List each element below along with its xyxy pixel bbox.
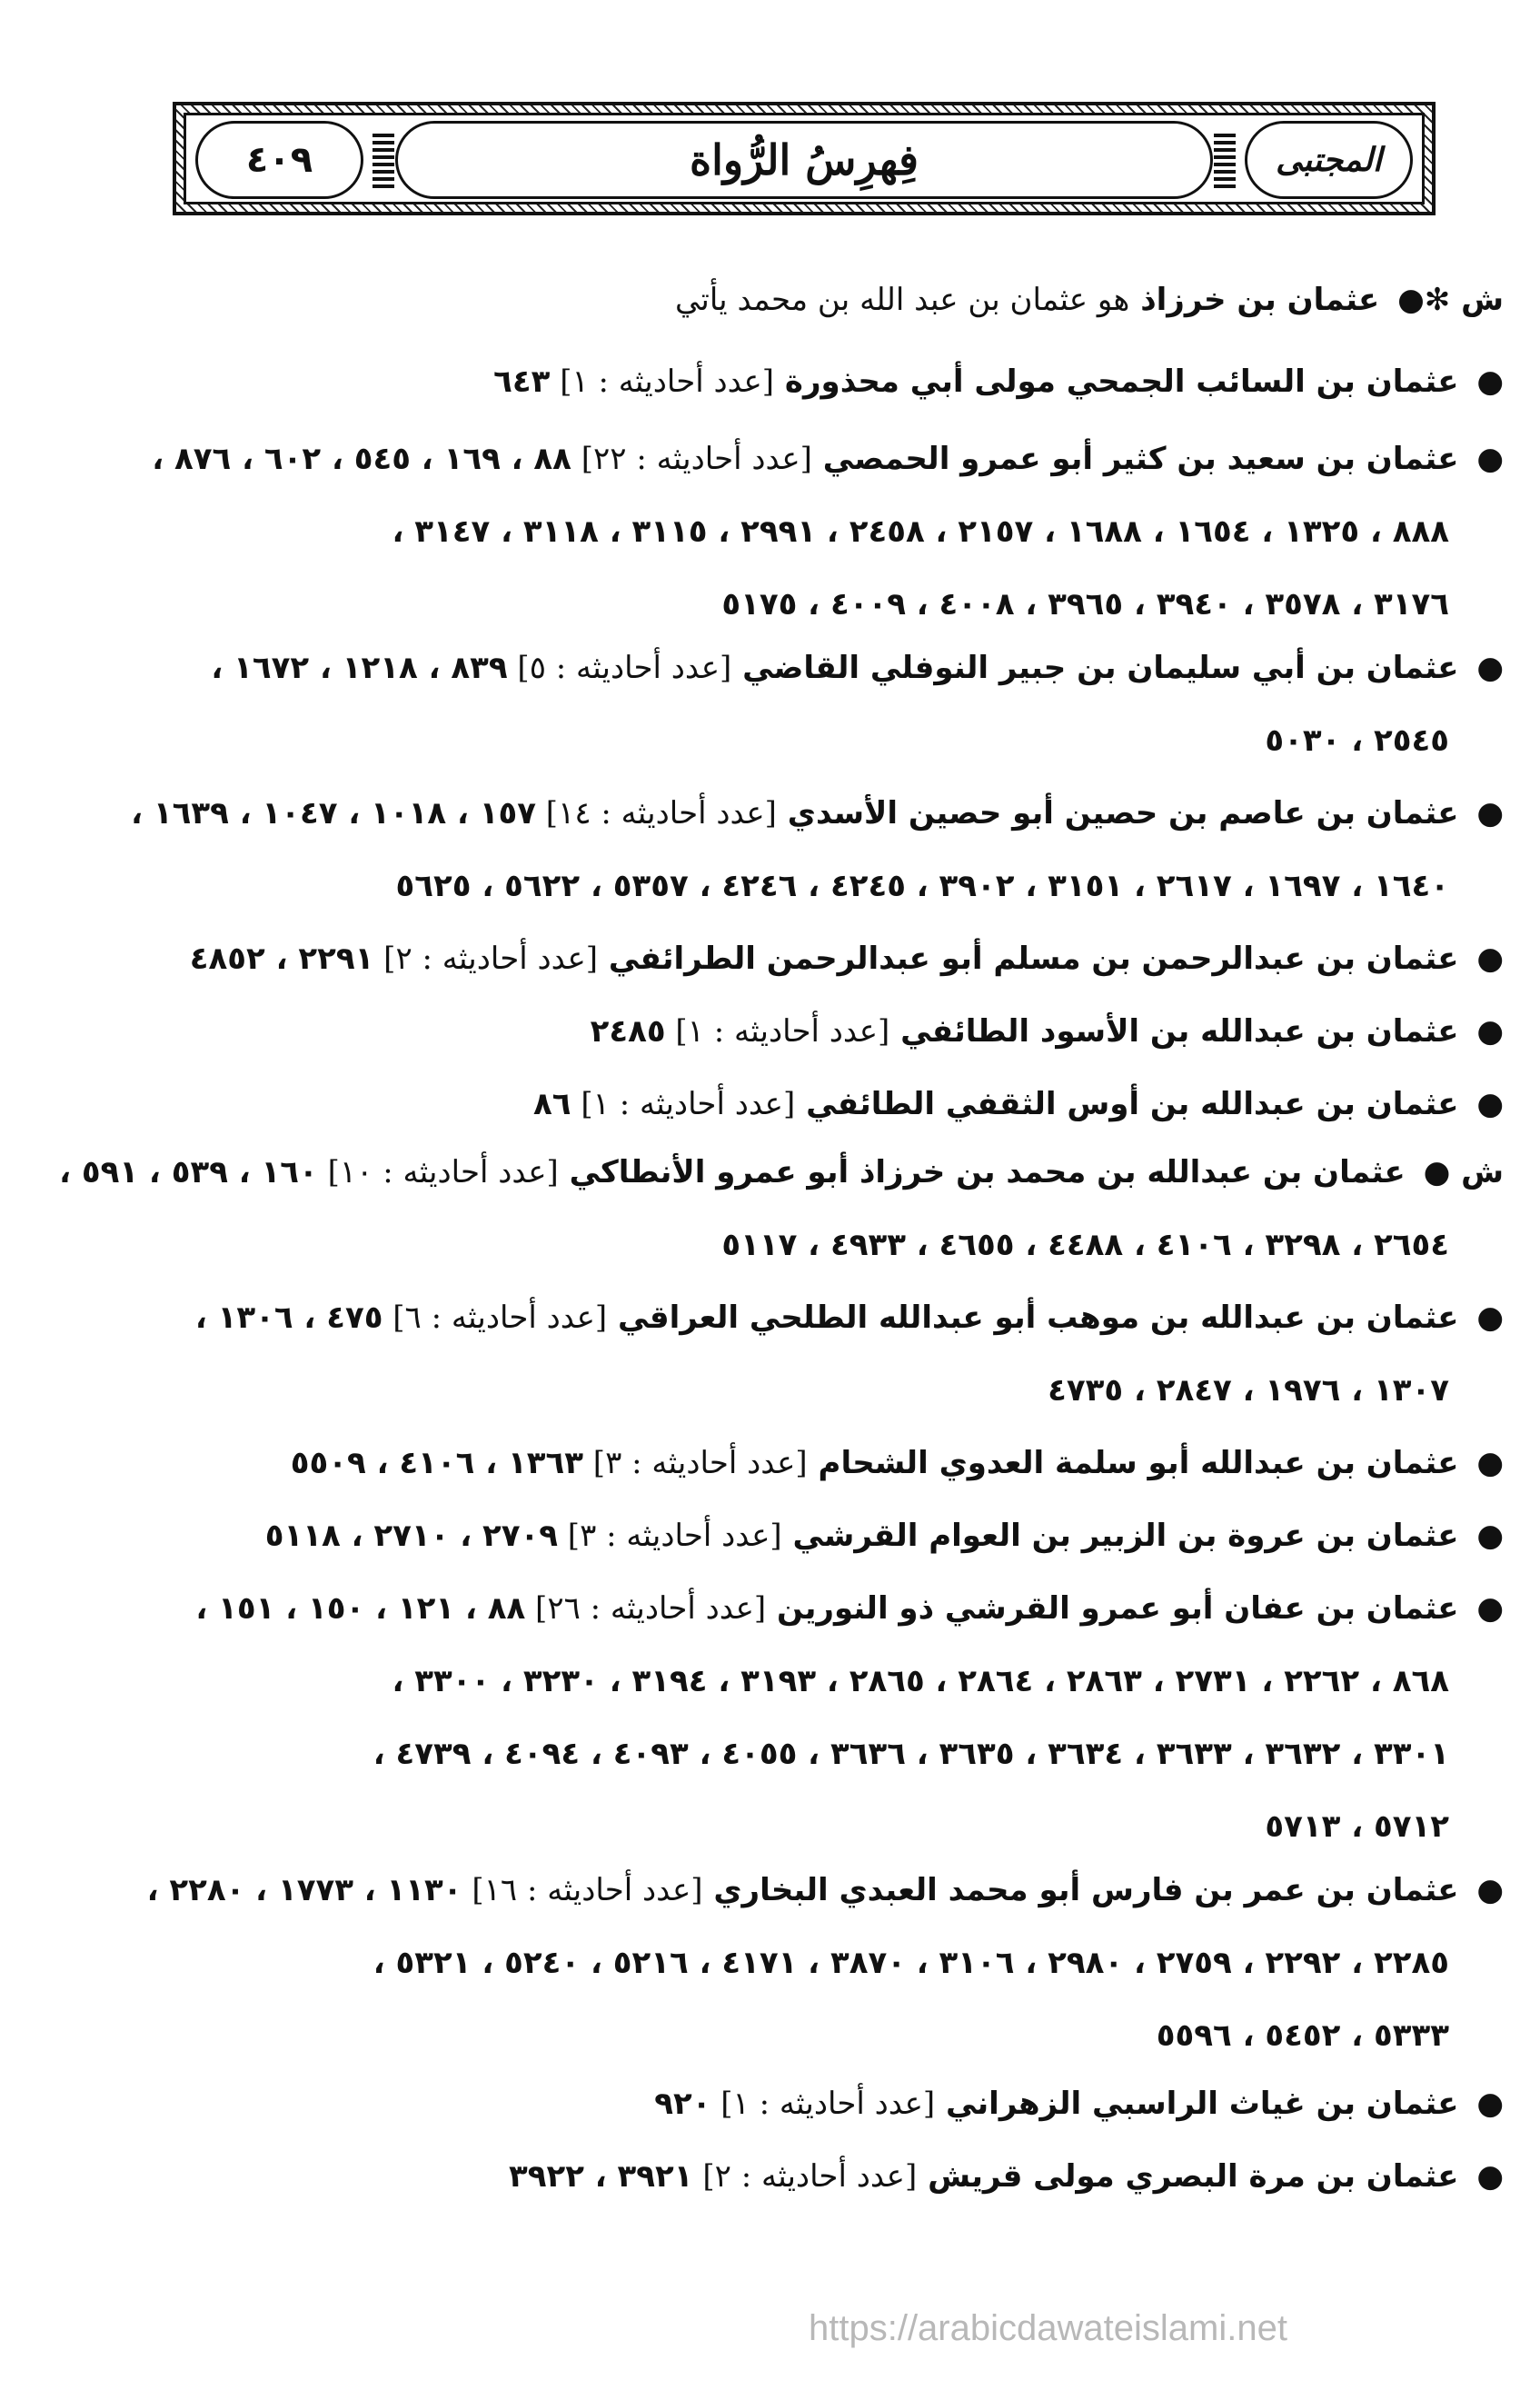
hadith-numbers: ٣٩٢١ ، ٣٩٢٢: [508, 2158, 693, 2195]
hadith-count: [عدد أحاديثه : ١]: [550, 363, 775, 400]
hadith-count: [عدد أحاديثه : ١]: [710, 2086, 936, 2122]
hadith-count: [عدد أحاديثه : ٢]: [692, 2158, 918, 2195]
narrator-name: عثمان بن عبدالله بن موهب أبو عبدالله الطلحي العراقي: [607, 1300, 1459, 1336]
hadith-numbers: ٨٨ ، ١٦٩ ، ٥٤٥ ، ٦٠٢ ، ٨٧٦ ،: [152, 441, 571, 477]
entry-marker: ●: [1465, 1300, 1504, 1336]
entry-marker: ●: [1465, 2158, 1504, 2195]
hadith-count: [عدد أحاديثه : ١]: [665, 1013, 890, 1050]
page-number: ٤٠٩: [245, 139, 313, 181]
entry-marker: ●: [1465, 1086, 1504, 1122]
entry-marker: ش ✻●: [1386, 282, 1504, 318]
entry-marker: ●: [1465, 1445, 1504, 1481]
hadith-count: [عدد أحاديثه : ٢٦]: [525, 1590, 767, 1627]
ornament-left: [373, 134, 394, 188]
entry-first-line: [190, 936, 1504, 981]
hadith-numbers: ٩٢٠: [654, 2086, 711, 2122]
hadith-numbers-continued: ٥٧١٢ ، ٥٧١٣: [1265, 1808, 1449, 1845]
hadith-count: [عدد أحاديثه : ١٤]: [536, 795, 777, 832]
entry-first-line: [265, 1513, 1504, 1558]
hadith-numbers-continued: ٢٦٥٤ ، ٣٢٩٨ ، ٤١٠٦ ، ٤٤٨٨ ، ٤٦٥٥ ، ٤٩٣٣ ، ٥١١٧: [721, 1227, 1449, 1263]
entry-marker: ●: [1465, 1872, 1504, 1908]
hadith-numbers: ٦٤٣: [493, 363, 551, 400]
hadith-count: [عدد أحاديثه : ١٠]: [317, 1154, 559, 1190]
entry-marker: ●: [1465, 795, 1504, 832]
narrator-name: عثمان بن عفان أبو عمرو القرشي ذو النورين: [766, 1590, 1459, 1627]
entry-first-line: [147, 1867, 1504, 1913]
hadith-numbers: ١٦٠ ، ٥٣٩ ، ٥٩١ ،: [59, 1154, 318, 1190]
narrator-name: عثمان بن عبدالله بن محمد بن خرزاذ أبو عمرو الأنطاكي: [558, 1154, 1406, 1190]
narrator-name: عثمان بن سعيد بن كثير أبو عمرو الحمصي: [811, 441, 1459, 477]
narrator-name: عثمان بن عبدالرحمن بن مسلم أبو عبدالرحمن الطرائفي: [598, 941, 1459, 977]
narrator-name: عثمان بن عروة بن الزبير بن العوام القرشي: [781, 1518, 1459, 1554]
hadith-numbers: ٢٧٠٩ ، ٢٧١٠ ، ٥١١٨: [264, 1518, 558, 1554]
narrator-name: عثمان بن مرة البصري مولى قريش: [917, 2158, 1459, 2195]
hadith-count: [عدد أحاديثه : ٢]: [373, 941, 599, 977]
page-title: فِهرِسُ الرُّواة: [690, 135, 919, 184]
hadith-count: [عدد أحاديثه : ٢٢]: [571, 441, 812, 477]
hadith-numbers-continued: ٨٦٨ ، ٢٢٦٢ ، ٢٧٣١ ، ٢٨٦٣ ، ٢٨٦٤ ، ٢٨٦٥ ، ٣١٩٣ ، ٣١٩٤ ، ٣٢٣٠ ، ٣٣٠٠ ،: [392, 1663, 1449, 1699]
entry-marker: ●: [1465, 363, 1504, 400]
hadith-count: [عدد أحاديثه : ٣]: [558, 1518, 782, 1554]
entry-first-line: [211, 645, 1504, 691]
hadith-count: [عدد أحاديثه : ٦]: [383, 1300, 608, 1336]
hadith-numbers-continued: ٨٨٨ ، ١٣٢٥ ، ١٦٥٤ ، ١٦٨٨ ، ٢١٥٧ ، ٢٤٥٨ ، ٢٩٩١ ، ٣١١٥ ، ٣١١٨ ، ٣١٤٧ ،: [392, 513, 1449, 550]
narrator-name: عثمان بن خرزاذ: [1129, 282, 1380, 318]
entry-first-line: [195, 1295, 1504, 1340]
watermark: https://arabicdawateislami.net: [809, 2308, 1287, 2348]
hadith-count: [عدد أحاديثه : ١]: [571, 1086, 796, 1122]
entry-first-line: [59, 1150, 1504, 1195]
entry-first-line: [533, 1081, 1504, 1127]
entry-marker: ●: [1465, 650, 1504, 686]
hadith-numbers-continued: ٣١٧٦ ، ٣٥٧٨ ، ٣٩٤٠ ، ٣٩٦٥ ، ٤٠٠٨ ، ٤٠٠٩ ، ٥١٧٥: [721, 586, 1449, 622]
narrator-name: عثمان بن عبدالله بن الأسود الطائفي: [889, 1013, 1459, 1050]
entry-first-line: [509, 2154, 1504, 2199]
hadith-numbers-continued: ٢٥٤٥ ، ٥٠٣٠: [1265, 722, 1449, 759]
hadith-numbers-continued: ٣٣٠١ ، ٣٦٣٢ ، ٣٦٣٣ ، ٣٦٣٤ ، ٣٦٣٥ ، ٣٦٣٦ ، ٤٠٥٥ ، ٤٠٩٣ ، ٤٠٩٤ ، ٤٧٣٩ ،: [373, 1736, 1449, 1772]
narrator-name: عثمان بن السائب الجمحي مولى أبي محذورة: [774, 363, 1459, 400]
page-header: [173, 102, 1436, 215]
entry-first-line: [591, 1009, 1504, 1054]
entry-first-line: [654, 2081, 1504, 2126]
hadith-numbers-continued: ١٦٤٠ ، ١٦٩٧ ، ٢٦١٧ ، ٣١٥١ ، ٣٩٠٢ ، ٤٢٤٥ ، ٤٢٤٦ ، ٥٣٥٧ ، ٥٦٢٢ ، ٥٦٢٥: [395, 868, 1449, 904]
header-frame: [184, 113, 1425, 204]
hadith-numbers-continued: ٢٢٨٥ ، ٢٢٩٢ ، ٢٧٥٩ ، ٢٩٨٠ ، ٣١٠٦ ، ٣٨٧٠ ، ٤١٧١ ، ٥٢١٦ ، ٥٢٤٠ ، ٥٣٢١ ،: [373, 1945, 1449, 1981]
hadith-numbers: ٨٦: [533, 1086, 571, 1122]
book-logo: المجتبى: [1276, 141, 1382, 179]
narrator-name: عثمان بن عبدالله بن أوس الثقفي الطائفي: [795, 1086, 1459, 1122]
hadith-count: هو عثمان بن عبد الله بن محمد يأتي: [675, 282, 1130, 318]
entry-marker: ●: [1465, 2086, 1504, 2122]
hadith-numbers-continued: ١٣٠٧ ، ١٩٧٦ ، ٢٨٤٧ ، ٤٧٣٥: [1048, 1372, 1449, 1409]
page-number-cartouche: [195, 121, 363, 199]
hadith-numbers: ١١٣٠ ، ١٧٧٣ ، ٢٢٨٠ ،: [146, 1872, 462, 1908]
hadith-numbers: ١٣٦٣ ، ٤١٠٦ ، ٥٥٠٩: [290, 1445, 583, 1481]
book-logo-cartouche: [1245, 121, 1413, 199]
entry-first-line: [131, 791, 1504, 836]
narrator-name: عثمان بن غياث الراسبي الزهراني: [935, 2086, 1459, 2122]
hadith-count: [عدد أحاديثه : ١٦]: [462, 1872, 703, 1908]
hadith-numbers: ٤٧٥ ، ١٣٠٦ ،: [194, 1300, 383, 1336]
entry-marker: ●: [1465, 1590, 1504, 1627]
entry-first-line: [675, 277, 1504, 323]
title-cartouche: [395, 121, 1213, 199]
entry-marker: ●: [1465, 941, 1504, 977]
narrator-name: عثمان بن عاصم بن حصين أبو حصين الأسدي: [776, 795, 1459, 832]
hadith-numbers-continued: ٥٣٣٣ ، ٥٤٥٢ ، ٥٥٩٦: [1156, 2017, 1449, 2054]
entry-marker: ●: [1465, 1518, 1504, 1554]
entry-marker: ●: [1465, 1013, 1504, 1050]
hadith-count: [عدد أحاديثه : ٥]: [507, 650, 732, 686]
hadith-numbers: ٨٣٩ ، ١٢١٨ ، ١٦٧٢ ،: [211, 650, 508, 686]
hadith-numbers: ١٥٧ ، ١٠١٨ ، ١٠٤٧ ، ١٦٣٩ ،: [131, 795, 536, 832]
hadith-numbers: ٨٨ ، ١٢١ ، ١٥٠ ، ١٥١ ،: [195, 1590, 526, 1627]
entry-first-line: [195, 1586, 1504, 1631]
entry-marker: ش ●: [1412, 1154, 1504, 1190]
hadith-count: [عدد أحاديثه : ٣]: [583, 1445, 808, 1481]
narrator-name: عثمان بن عبدالله أبو سلمة العدوي الشحام: [807, 1445, 1459, 1481]
narrator-name: عثمان بن عمر بن فارس أبو محمد العبدي البخاري: [702, 1872, 1459, 1908]
entry-first-line: [152, 436, 1504, 482]
hadith-numbers: ٢٢٩١ ، ٤٨٥٢: [189, 941, 374, 977]
hadith-numbers: ٢٤٨٥: [590, 1013, 666, 1050]
entry-marker: ●: [1465, 441, 1504, 477]
ornament-right: [1214, 134, 1236, 188]
entry-first-line: [493, 359, 1504, 404]
entry-first-line: [291, 1440, 1504, 1486]
narrator-name: عثمان بن أبي سليمان بن جبير النوفلي القاضي: [731, 650, 1459, 686]
